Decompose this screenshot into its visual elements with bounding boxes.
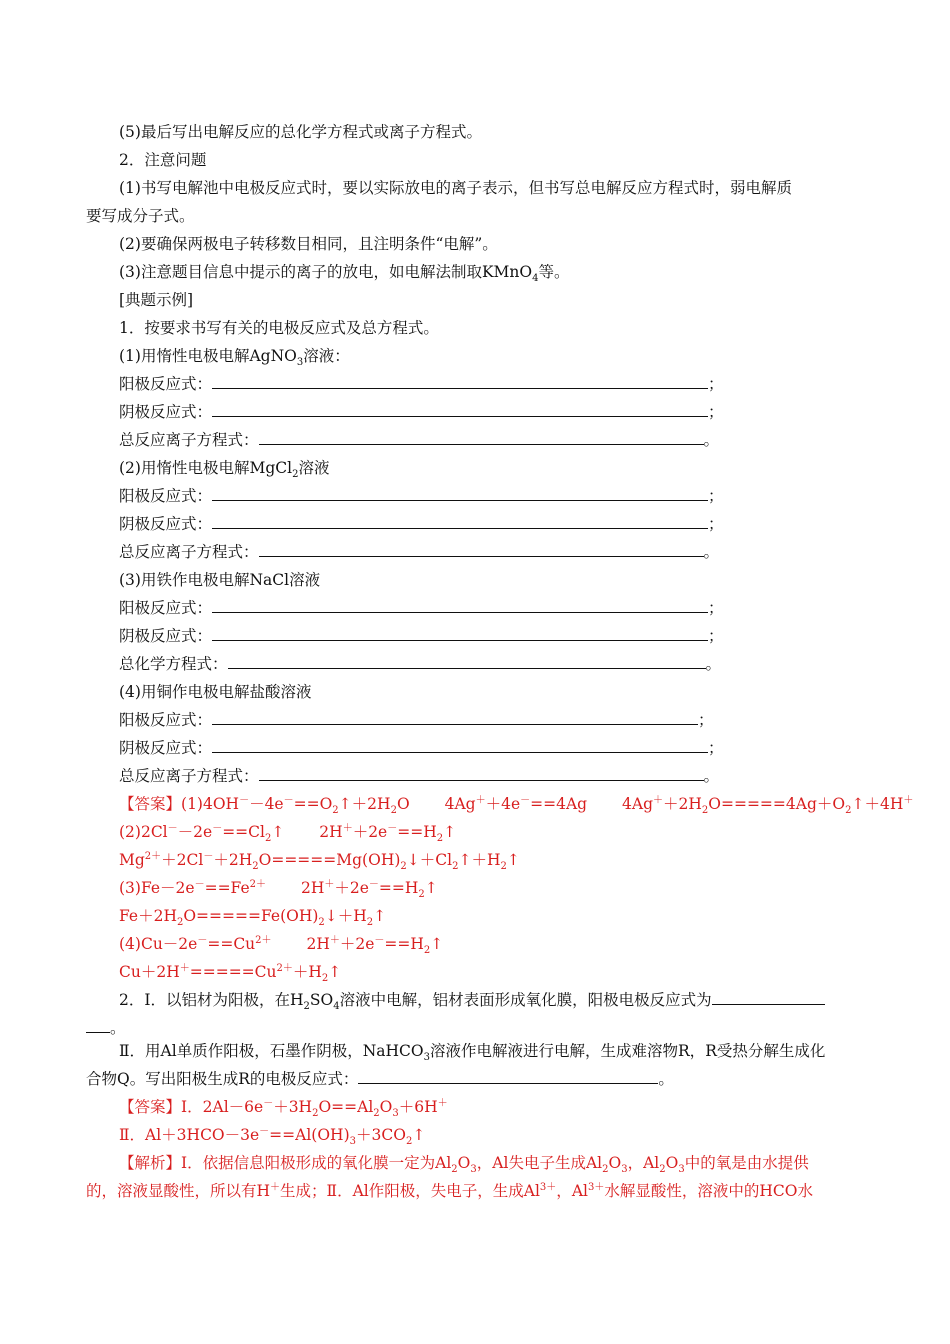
answer-1-line-2: $(2)2Cl^--2e^-==Cl_2↑$ $2H^++2e^-==H_2↑$	[119, 822, 457, 845]
q1-3-cathode-blank[interactable]: 阴极反应式： ；	[119, 627, 724, 645]
q1-part-2: (2)用惰性电极电解MgCl$_2$溶液	[119, 459, 330, 481]
q1-1-cathode-blank[interactable]: 阴极反应式： ；	[119, 403, 724, 421]
question-2-part-2: Ⅱ．用Al单质作阳极，石墨作阴极，NaHCO$_3$溶液作电解液进行电解，生成难溶物R，R受热分解生成化	[119, 1042, 826, 1064]
q1-3-anode-blank[interactable]: 阳极反应式： ；	[119, 599, 724, 617]
question-2-part-2-line-2[interactable]: 合物Q。写出阳极生成R的电极反应式： 。	[86, 1070, 674, 1088]
note-3: (3)注意题目信息中提示的离子的放电，如电解法制取KMnO$_4$等。	[119, 263, 570, 285]
q1-4-cathode-blank[interactable]: 阴极反应式： ；	[119, 739, 724, 757]
answer-tag: 【答案】	[119, 795, 182, 813]
q1-part-4: (4)用铜作电极电解盐酸溶液	[119, 683, 312, 701]
step-5-text: (5)最后写出电解反应的总化学方程式或离子方程式。	[119, 123, 482, 141]
analysis-line-2: 的，溶液显酸性，所以有H＋生成；Ⅱ．Al作阳极，失电子，生成$Al^{3+}$，$Al^{3+}$水解显酸性，溶液中的HCO水	[86, 1181, 813, 1200]
answer-1-line-5: $Fe+2H_2O=====Fe(OH)_2↓+H_2↑$	[119, 907, 387, 929]
q1-2-anode-blank[interactable]: 阳极反应式： ；	[119, 487, 724, 505]
note-1-line-1: (1)书写电解池中电极反应式时，要以实际放电的离子表示，但书写总电解反应方程式时，弱电解质	[119, 179, 792, 197]
note-2: (2)要确保两极电子转移数目相同，且注明条件“电解”。	[119, 235, 498, 253]
analysis-tag: 【解析】	[119, 1154, 182, 1172]
q1-3-total-blank[interactable]: 总化学方程式： 。	[119, 655, 722, 673]
q1-1-total-blank[interactable]: 总反应离子方程式： 。	[119, 431, 720, 449]
question-1-stem: 1．按要求书写有关的电极反应式及总方程式。	[119, 319, 439, 337]
q1-1-anode-blank[interactable]: 阳极反应式： ；	[119, 375, 724, 393]
answer-1-line-4: $(3)Fe-2e^-==Fe^{2+}$ $2H^++2e^-==H_2↑$	[119, 878, 438, 901]
q1-4-anode-blank[interactable]: 阳极反应式： ；	[119, 711, 714, 729]
q2-2-blank[interactable]	[358, 1069, 658, 1084]
answer-2-line-2: Ⅱ．$Al+3HCO-3e^-==Al(OH)_3+3CO_2↑$	[119, 1125, 426, 1148]
q1-part-3: (3)用铁作电极电解NaCl溶液	[119, 571, 321, 589]
answer-1-line-6: $(4)Cu-2e^-==Cu^{2+}$ $2H^++2e^-==H_2↑$	[119, 934, 444, 957]
q2-1-blank[interactable]	[712, 990, 825, 1005]
answer-1-line-3: $Mg^{2+}+2Cl^-+2H_2O=====Mg(OH)_2↓+Cl_2↑+H_2↑$	[119, 850, 520, 873]
example-heading: [典题示例]	[119, 291, 194, 309]
question-2-part-1-end[interactable]: 。	[86, 1017, 126, 1039]
answer-1-line-7: $Cu+2H^+=====Cu^{2+}+H_2↑$	[119, 962, 342, 985]
section-heading-notes: 2．注意问题	[119, 151, 207, 169]
q1-4-total-blank[interactable]: 总反应离子方程式： 。	[119, 767, 720, 785]
q1-2-total-blank[interactable]: 总反应离子方程式： 。	[119, 543, 720, 561]
q1-part-1: (1)用惰性电极电解AgNO$_3$溶液：	[119, 347, 350, 369]
answer-1-line-1: 【答案】$(1)4OH^--4e^-==O_2↑+2H_2O$ 4Ag＋＋4e－==4Ag $4Ag^++2H_2O=====4Ag+O_2↑+4H^+$	[119, 794, 914, 817]
answer-2-line-1: 【答案】Ⅰ．$2Al-6e^-+3H_2O==Al_2O_3+6H^+$	[119, 1097, 448, 1120]
analysis-line-1: 【解析】Ⅰ．依据信息阳极形成的氧化膜一定为$Al_2O_3$，Al失电子生成$Al_2O_3$，$Al_2O_3$中的氧是由水提供	[119, 1154, 809, 1176]
question-2-part-1: 2．Ⅰ．以铝材为阳极，在$H_2SO_4$溶液中电解，铝材表面形成氧化膜，阳极电极反应式为	[119, 989, 825, 1011]
q1-2-cathode-blank[interactable]: 阴极反应式： ；	[119, 515, 724, 533]
note-1-line-2: 要写成分子式。	[86, 207, 195, 225]
